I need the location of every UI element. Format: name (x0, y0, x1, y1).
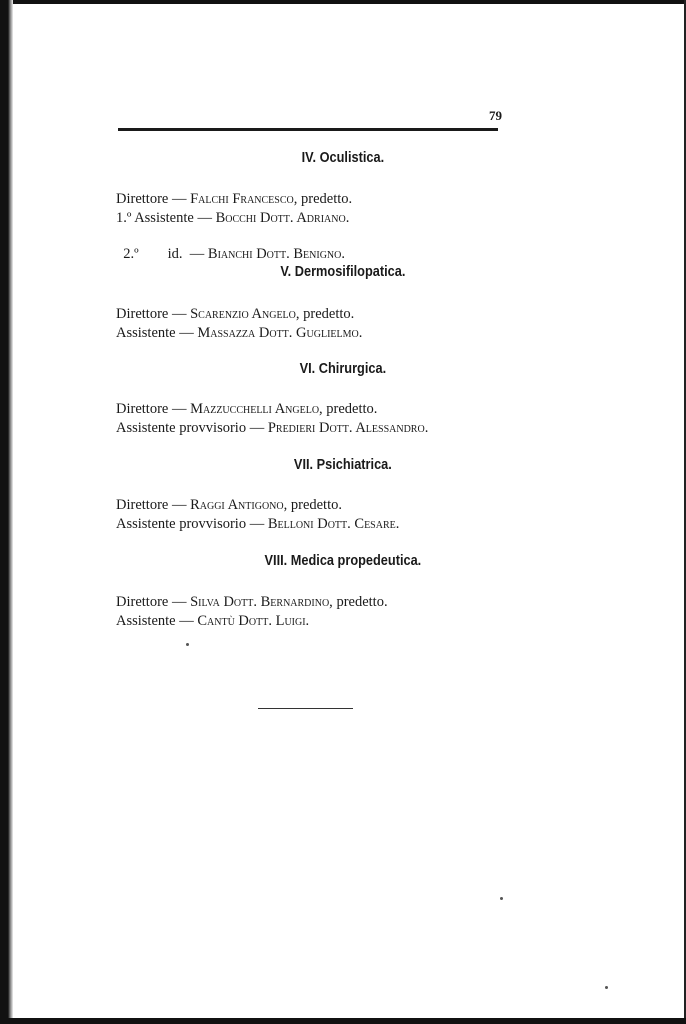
entry-role: Direttore (116, 594, 169, 610)
entry-name: Belloni Dott. Cesare. (267, 516, 400, 532)
entry-row (116, 210, 349, 227)
entry-row (116, 229, 345, 263)
entry-role: 1.º Assistente (116, 210, 194, 226)
entry-dash: — (179, 325, 194, 341)
scan-edge-left (0, 0, 13, 1024)
entry-name: Massazza Dott. Guglielmo. (197, 325, 363, 341)
scan-edge-top (0, 0, 686, 4)
entry-role: Assistente provvisorio (116, 516, 247, 532)
section-heading-oculistica: IV. Oculistica. (301, 150, 385, 166)
scan-edge-bottom (0, 1018, 686, 1024)
entry-suffix: predetto. (290, 497, 342, 513)
entry-name: Bianchi Dott. Benigno. (207, 246, 345, 262)
entry-row (116, 325, 362, 342)
entry-role: Direttore (116, 306, 169, 322)
entry-row (116, 401, 377, 418)
entry-name: Cantù Dott. Luigi. (197, 613, 310, 629)
entry-dash: — (171, 306, 187, 322)
entry-suffix: predetto. (326, 401, 378, 417)
entry-row (116, 594, 388, 611)
section-heading-dermosifilopatica: V. Dermosifilopatica. (280, 264, 406, 280)
entry-name: Mazzucchelli Angelo, (190, 401, 323, 417)
scan-speck (605, 986, 608, 989)
section-heading-chirurgica: VI. Chirurgica. (299, 361, 387, 377)
header-rule (118, 128, 498, 131)
entry-role: Assistente (116, 613, 176, 629)
entry-dash: — (171, 191, 187, 207)
entry-role: Assistente provvisorio (116, 420, 247, 436)
section-heading-psichiatrica: VII. Psichiatrica. (293, 457, 392, 473)
entry-dash: — (171, 401, 187, 417)
scan-speck (500, 897, 503, 900)
closing-rule (258, 708, 353, 709)
entry-dash: — (249, 420, 265, 436)
entry-name: Bocchi Dott. Adriano. (215, 210, 350, 226)
entry-row (116, 420, 428, 437)
entry-dash: — (171, 497, 187, 513)
entry-dash: — (249, 516, 265, 532)
entry-name: Silva Dott. Bernardino, (190, 594, 333, 610)
entry-dash: — (171, 594, 187, 610)
entry-suffix: predetto. (301, 191, 353, 207)
entry-dash: — (189, 246, 205, 262)
entry-role: Direttore (116, 497, 169, 513)
entry-row (116, 497, 342, 514)
entry-role: Direttore (116, 191, 169, 207)
entry-name: Scarenzio Angelo, (190, 306, 300, 322)
page-number: 79 (489, 108, 502, 123)
entry-dash: — (179, 613, 194, 629)
section-heading-medica-propedeutica: VIII. Medica propedeutica. (264, 553, 422, 569)
entry-role: Direttore (116, 401, 169, 417)
entry-row (116, 516, 399, 533)
entry-row (116, 191, 352, 208)
entry-name: Falchi Francesco, (190, 191, 298, 207)
scan-speck (186, 643, 189, 646)
entry-suffix: predetto. (336, 594, 388, 610)
entry-name: Raggi Antigono, (190, 497, 288, 513)
entry-role: 2.º id. (123, 246, 183, 262)
entry-name: Predieri Dott. Alessandro. (267, 420, 429, 436)
entry-suffix: predetto. (303, 306, 355, 322)
entry-row (116, 613, 309, 630)
entry-dash: — (197, 210, 212, 226)
entry-row (116, 306, 354, 323)
entry-role: Assistente (116, 325, 176, 341)
